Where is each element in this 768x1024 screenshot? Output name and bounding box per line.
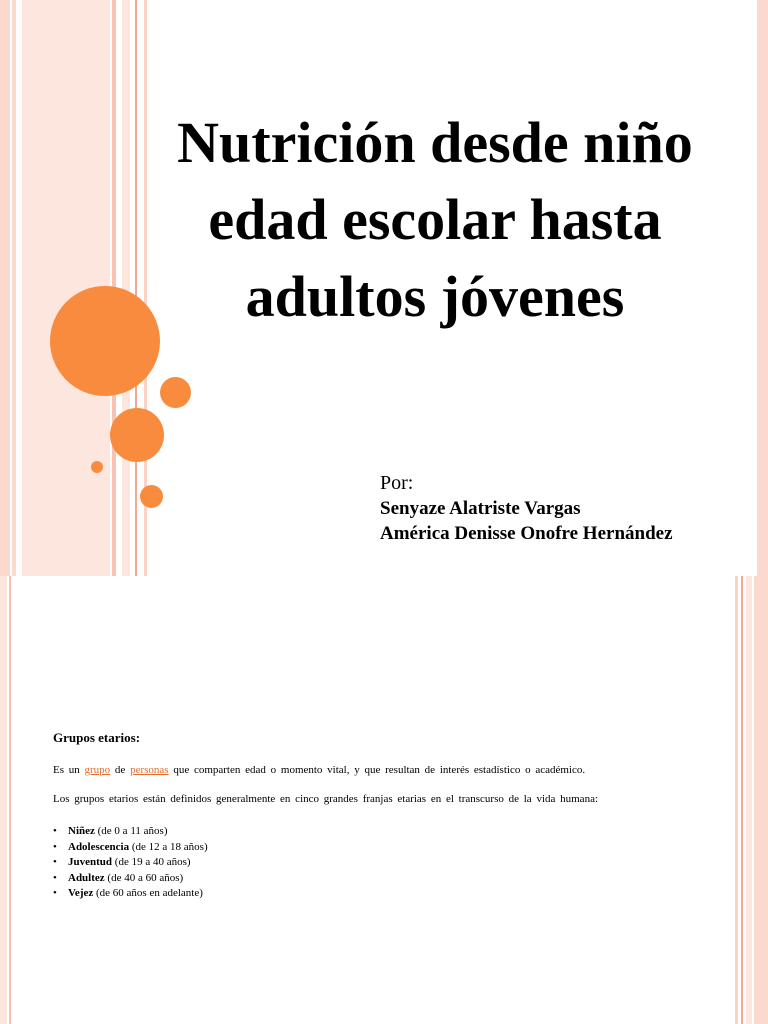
decorative-circle <box>160 377 191 408</box>
decorative-circle <box>140 485 163 508</box>
list-item <box>53 840 208 856</box>
personas-link[interactable]: personas <box>130 764 169 776</box>
section-heading: Grupos etarios: <box>53 730 141 745</box>
group-range: (de 12 a 18 años) <box>129 840 208 853</box>
bullet: • <box>53 871 57 884</box>
group-range: (de 60 años en adelante) <box>93 887 203 899</box>
decorative-circle <box>91 461 103 473</box>
bullet: • <box>53 887 57 899</box>
group-range: (de 40 a 60 años) <box>104 871 184 884</box>
list-item <box>53 824 208 840</box>
age-groups-list <box>53 824 208 902</box>
by-label: Por: <box>380 472 414 494</box>
decorative-circle <box>50 286 160 396</box>
decorative-stripe <box>135 0 137 576</box>
grupo-link[interactable]: grupo <box>84 764 111 776</box>
decorative-stripe <box>746 576 752 1024</box>
bullet: • <box>53 856 57 868</box>
definition-paragraph <box>53 764 585 776</box>
decorative-stripe <box>9 576 11 1024</box>
list-item <box>53 855 208 871</box>
group-name: Adolescencia <box>68 840 130 853</box>
group-name: Juventud <box>68 856 113 868</box>
slide-title: Nutrición desde niño edad escolar hasta adultos jóvenes <box>177 110 693 329</box>
decorative-circle <box>110 408 164 462</box>
list-item <box>53 871 208 887</box>
list-item <box>53 886 208 902</box>
author-name: Senyaze Alatriste Vargas <box>380 498 581 519</box>
paragraph-text: de <box>110 764 131 776</box>
decorative-stripe <box>741 576 743 1024</box>
paragraph-text: Es un <box>53 764 85 776</box>
group-name: Vejez <box>68 887 94 899</box>
content-slide <box>0 576 768 1024</box>
decorative-stripe <box>754 576 768 1024</box>
decorative-stripe <box>0 576 7 1024</box>
group-range: (de 0 a 11 años) <box>94 825 168 837</box>
group-name: Niñez <box>68 825 95 837</box>
bullet: • <box>53 825 57 837</box>
paragraph-text: que comparten edad o momento vital, y que resultan de interés estadístico o académico. <box>168 764 586 776</box>
author-name: América Denisse Onofre Hernández <box>380 523 673 544</box>
decorative-stripe <box>122 0 130 576</box>
decorative-stripe <box>12 0 16 576</box>
decorative-stripe <box>735 576 738 1024</box>
decorative-stripe <box>0 0 10 576</box>
bullet: • <box>53 840 57 853</box>
groups-intro-paragraph: Los grupos etarios están definidos generalmente en cinco grandes franjas etarias en el transcurso de la vida humana: <box>53 793 599 805</box>
decorative-stripe <box>757 0 768 576</box>
group-range: (de 19 a 40 años) <box>112 856 191 868</box>
group-name: Adultez <box>68 871 105 884</box>
